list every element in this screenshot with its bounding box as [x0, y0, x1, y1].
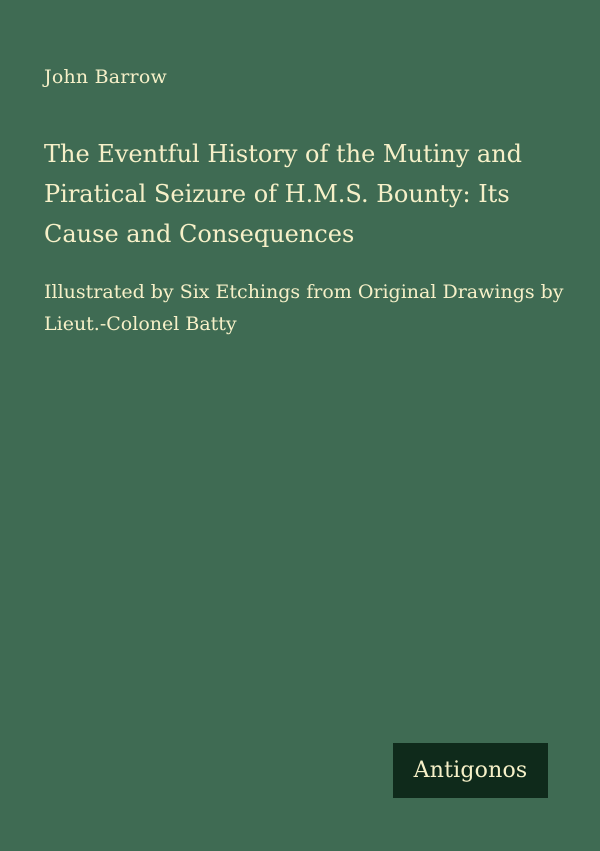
author-name: John Barrow	[44, 66, 167, 88]
book-subtitle: Illustrated by Six Etchings from Original Drawings by Lieut.-Colonel Batty	[44, 281, 564, 335]
publisher-name: Antigonos	[413, 758, 528, 783]
book-title: The Eventful History of the Mutiny and Piratical Seizure of H.M.S. Bounty: Its Cause and Consequences	[44, 140, 523, 248]
publisher-badge	[393, 743, 548, 798]
